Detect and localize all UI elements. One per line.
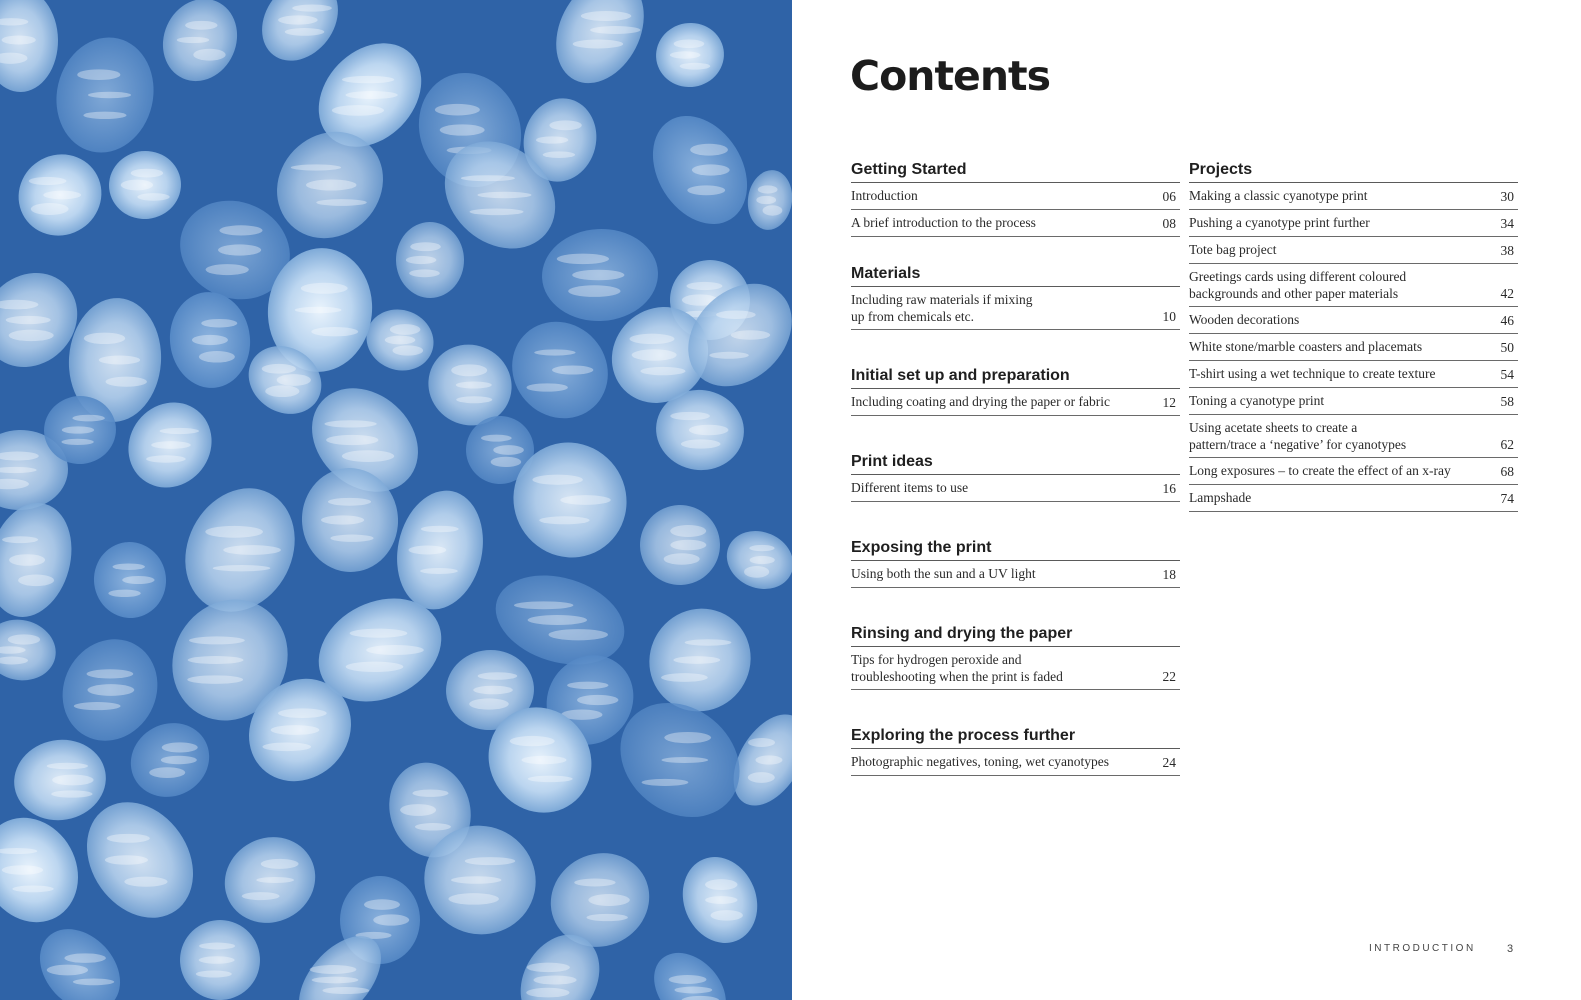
- pod-streak: [756, 196, 776, 204]
- pod-streak: [491, 457, 522, 467]
- pod-streak: [673, 656, 720, 664]
- pod-streak: [477, 192, 531, 199]
- pod-streak: [18, 575, 54, 587]
- pod-streak: [332, 105, 384, 116]
- pod-streak: [77, 69, 120, 80]
- toc-entry-title: Including coating and drying the paper or fabric: [851, 394, 1111, 409]
- pod-streak: [661, 757, 708, 763]
- toc-entry[interactable]: [851, 475, 1180, 502]
- pod-streak: [52, 775, 93, 786]
- pod-streak: [451, 364, 487, 376]
- pod-streak: [311, 327, 358, 336]
- pod-streak: [131, 169, 163, 178]
- pod-streak: [106, 377, 147, 387]
- pod-streak: [350, 629, 408, 638]
- pod-streak: [664, 553, 700, 564]
- toc-entry-page: 42: [1500, 286, 1514, 301]
- toc-entry-page: 68: [1500, 464, 1514, 479]
- toc-entry[interactable]: [851, 389, 1180, 416]
- toc-entry[interactable]: [1189, 415, 1518, 458]
- pod-streak: [664, 732, 711, 743]
- toc-entry-page: 62: [1500, 437, 1514, 452]
- pod-streak: [278, 15, 318, 24]
- pod-streak: [543, 151, 575, 158]
- section-heading: Projects: [1189, 158, 1518, 183]
- pod-streak: [705, 879, 737, 890]
- pod-streak: [196, 971, 232, 978]
- pod-streak: [465, 857, 515, 865]
- pod-streak: [528, 615, 587, 625]
- pod-streak: [29, 177, 67, 185]
- pod-streak: [8, 634, 40, 644]
- pod-streak: [122, 576, 154, 584]
- pod-streak: [661, 673, 708, 682]
- toc-entry-title: Photographic negatives, toning, wet cyanotypes: [851, 754, 1109, 769]
- pod-streak: [731, 330, 771, 339]
- pod-streak: [410, 242, 441, 251]
- pod-streak: [99, 356, 140, 365]
- pod-streak: [330, 535, 373, 542]
- pod-streak: [242, 892, 280, 900]
- toc-entry[interactable]: [1189, 210, 1518, 237]
- pod-streak: [581, 11, 631, 21]
- pod-streak: [105, 855, 148, 864]
- pod-streak: [291, 164, 341, 170]
- pod-streak: [88, 92, 131, 98]
- pod-streak: [461, 175, 515, 181]
- pod-streak: [539, 516, 589, 524]
- toc-entry-page: 06: [1162, 189, 1176, 204]
- pod-streak: [205, 526, 263, 538]
- toc-entry-title: Wooden decorations: [1189, 312, 1300, 327]
- pod-streak: [709, 352, 749, 359]
- toc-entry-page: 18: [1162, 567, 1176, 582]
- pod-streak: [469, 698, 509, 709]
- pod-streak: [326, 435, 378, 445]
- pod-streak: [124, 877, 167, 887]
- pod-streak: [400, 804, 436, 816]
- page-title: Contents: [850, 52, 1051, 100]
- pod-streak: [219, 225, 262, 235]
- pod-streak: [321, 515, 364, 524]
- pod-streak: [670, 540, 706, 551]
- pod-streak: [393, 345, 424, 355]
- pod-streak: [189, 636, 245, 644]
- pod-streak: [2, 865, 43, 874]
- pod-streak: [159, 428, 199, 434]
- pod-streak: [522, 756, 567, 764]
- toc-entry[interactable]: [1189, 388, 1518, 415]
- toc-entry[interactable]: [1189, 307, 1518, 334]
- pod-streak: [557, 254, 609, 265]
- pod-streak: [324, 420, 376, 427]
- pod-streak: [577, 695, 618, 705]
- pod-streak: [137, 193, 169, 201]
- pod-streak: [295, 307, 342, 313]
- toc-entry-title: Tips for hydrogen peroxide and troubleshooting when the print is faded: [851, 652, 1063, 684]
- pod-streak: [328, 498, 371, 506]
- pod-streak: [632, 349, 677, 360]
- pod-streak: [549, 629, 608, 640]
- pod-streak: [9, 330, 54, 341]
- pod-streak: [674, 39, 705, 48]
- pod-streak: [670, 51, 701, 58]
- toc-section: [851, 622, 1180, 690]
- pod-streak: [364, 899, 400, 910]
- pod-streak: [177, 37, 209, 43]
- pod-streak: [6, 316, 51, 324]
- pod-streak: [670, 525, 706, 537]
- pod-streak: [312, 977, 359, 984]
- pod-streak: [629, 334, 674, 344]
- pod-streak: [262, 364, 296, 374]
- pod-streak: [201, 319, 237, 327]
- pod-streak: [420, 568, 458, 574]
- pod-streak: [527, 963, 570, 973]
- pod-streak: [470, 208, 524, 215]
- pod-streak: [763, 205, 783, 215]
- pod-streak: [199, 943, 235, 950]
- pod-streak: [316, 199, 366, 206]
- pod-streak: [409, 269, 440, 277]
- pod-streak: [440, 124, 485, 135]
- pod-streak: [690, 144, 728, 156]
- section-heading: Exposing the print: [851, 536, 1180, 561]
- toc-section: [851, 536, 1180, 588]
- pod-streak: [277, 374, 311, 386]
- pod-streak: [301, 283, 348, 294]
- pod-streak: [435, 104, 480, 116]
- pod-streak: [451, 876, 501, 883]
- toc-entry[interactable]: [851, 287, 1180, 330]
- toc-entry-page: 58: [1500, 394, 1514, 409]
- pod-streak: [146, 455, 186, 462]
- toc-section: [851, 158, 1180, 237]
- contents-column-left: [851, 158, 1180, 776]
- pod-streak: [526, 988, 569, 998]
- pod-streak: [533, 975, 576, 984]
- toc-section: [851, 724, 1180, 776]
- toc-entry-title: Greetings cards using different coloured backgrounds and other paper materials: [1189, 269, 1407, 301]
- pod-streak: [47, 763, 88, 770]
- pod-streak: [685, 639, 732, 645]
- running-footer-label: INTRODUCTION: [1369, 943, 1476, 954]
- pod-streak: [481, 435, 512, 442]
- pod-streak: [716, 310, 756, 319]
- pod-streak: [322, 987, 369, 994]
- pod-streak: [552, 365, 593, 374]
- toc-entry[interactable]: [851, 561, 1180, 588]
- pod-streak: [310, 965, 357, 974]
- section-heading: Getting Started: [851, 158, 1180, 183]
- toc-entry-page: 22: [1162, 669, 1176, 684]
- pod-streak: [473, 686, 513, 695]
- pod-streak: [478, 672, 518, 680]
- toc-entry-title: Pushing a cyanotype print further: [1189, 215, 1370, 230]
- pod-streak: [748, 738, 775, 747]
- pod-streak: [549, 120, 581, 130]
- pod-streak: [213, 565, 271, 571]
- pod-streak: [74, 702, 121, 710]
- pod-streak: [278, 708, 327, 718]
- toc-section: [1189, 158, 1518, 512]
- pod-streak: [262, 742, 311, 751]
- toc-entry-page: 54: [1500, 367, 1514, 382]
- pod-streak: [406, 256, 437, 264]
- pod-streak: [9, 554, 45, 566]
- toc-entry-title: Long exposures – to create the effect of an x-ray: [1189, 463, 1451, 478]
- pod-streak: [572, 270, 624, 280]
- pod-streak: [199, 956, 235, 964]
- toc-section: [851, 364, 1180, 416]
- toc-entry-page: 10: [1162, 309, 1176, 324]
- section-heading: Exploring the process further: [851, 724, 1180, 749]
- pod-streak: [568, 285, 620, 297]
- pod-streak: [674, 987, 712, 994]
- pod-streak: [748, 772, 775, 783]
- pod-streak: [686, 282, 722, 290]
- toc-entry-title: Toning a cyanotype print: [1189, 393, 1325, 408]
- pod-streak: [342, 76, 394, 83]
- pod-streak: [640, 367, 685, 375]
- toc-entry-page: 30: [1500, 189, 1514, 204]
- pod-streak: [567, 682, 608, 689]
- section-heading: Print ideas: [851, 450, 1180, 475]
- pod-streak: [514, 601, 573, 609]
- pod-streak: [669, 975, 707, 984]
- pod-streak: [412, 789, 448, 796]
- pod-streak: [73, 979, 114, 986]
- page-number: 3: [1507, 943, 1514, 955]
- pod-streak: [83, 112, 126, 119]
- toc-entry-title: Lampshade: [1189, 490, 1252, 505]
- toc-entry-title: Introduction: [851, 188, 918, 203]
- pod-streak: [642, 779, 689, 786]
- toc-entry-title: Different items to use: [851, 480, 969, 495]
- pod-streak: [285, 28, 325, 36]
- toc-entry-title: Making a classic cyanotype print: [1189, 188, 1368, 203]
- pod-streak: [749, 545, 774, 551]
- pod-streak: [218, 244, 261, 255]
- pod-streak: [385, 336, 416, 345]
- pod-streak: [536, 136, 568, 143]
- pod-streak: [64, 953, 105, 963]
- toc-entry-page: 74: [1500, 491, 1514, 506]
- pod-streak: [692, 164, 730, 175]
- pod-streak: [456, 396, 492, 403]
- pod-streak: [750, 556, 775, 564]
- pod-streak: [590, 26, 640, 34]
- toc-entry[interactable]: [1189, 361, 1518, 388]
- pod-streak: [86, 669, 133, 678]
- pod-streak: [493, 445, 524, 455]
- pod-streak: [687, 185, 725, 195]
- pod-streak: [161, 756, 197, 764]
- pod-streak: [681, 439, 721, 448]
- pod-streak: [342, 450, 394, 462]
- pod-streak: [121, 180, 153, 191]
- pod-streak: [43, 191, 81, 200]
- pod-streak: [87, 684, 134, 696]
- pod-streak: [705, 896, 737, 904]
- toc-entry-page: 16: [1162, 481, 1176, 496]
- pod-streak: [573, 40, 623, 49]
- contents-column-right: [1189, 158, 1518, 512]
- pod-streak: [346, 662, 404, 672]
- pod-streak: [588, 894, 629, 906]
- toc-entry[interactable]: [1189, 183, 1518, 210]
- pod-streak: [151, 441, 191, 449]
- pod-streak: [149, 767, 185, 778]
- toc-entry-title: Using acetate sheets to create a pattern/trace a ‘negative’ for cyanotypes: [1189, 420, 1407, 452]
- pod-streak: [366, 645, 424, 655]
- toc-entry[interactable]: [851, 647, 1180, 690]
- pod-streak: [689, 425, 729, 435]
- pod-streak: [193, 49, 225, 61]
- pod-streak: [528, 776, 573, 783]
- pod-streak: [223, 545, 281, 555]
- toc-entry[interactable]: [1189, 264, 1518, 307]
- pod-streak: [2, 536, 38, 543]
- toc-section: [851, 450, 1180, 502]
- pod-streak: [162, 742, 198, 752]
- pod-streak: [409, 546, 447, 555]
- pod-streak: [31, 203, 69, 215]
- pod-streak: [456, 382, 492, 389]
- toc-section: [851, 262, 1180, 330]
- toc-entry-title: Using both the sun and a UV light: [851, 566, 1036, 581]
- pod-streak: [758, 185, 778, 193]
- toc-entry-title: White stone/marble coasters and placemats: [1189, 339, 1423, 354]
- toc-entry-page: 38: [1500, 243, 1514, 258]
- section-heading: Materials: [851, 262, 1180, 287]
- toc-entry-title: A brief introduction to the process: [851, 215, 1036, 230]
- pod-streak: [256, 877, 294, 883]
- pod-streak: [2, 35, 36, 44]
- section-heading: Initial set up and preparation: [851, 364, 1180, 389]
- pod-streak: [526, 383, 567, 391]
- pod-streak: [47, 965, 88, 976]
- toc-entry[interactable]: [851, 210, 1180, 237]
- pod-streak: [107, 834, 150, 843]
- pod-streak: [415, 823, 451, 830]
- pod-streak: [560, 495, 610, 505]
- pod-streak: [292, 5, 332, 12]
- section-heading: Rinsing and drying the paper: [851, 622, 1180, 647]
- toc-entry-title: Tote bag project: [1189, 242, 1277, 257]
- toc-entry-page: 12: [1162, 395, 1176, 410]
- pod-streak: [448, 893, 498, 905]
- pod-streak: [710, 910, 742, 921]
- toc-entry-page: 24: [1162, 755, 1176, 770]
- pod-streak: [574, 879, 615, 887]
- contents-page: [792, 0, 1581, 1000]
- toc-entry-title: Including raw materials if mixing up from chemicals etc.: [851, 292, 1033, 324]
- toc-entry-page: 50: [1500, 340, 1514, 355]
- pod-streak: [534, 349, 575, 355]
- toc-entry-page: 34: [1500, 216, 1514, 231]
- pod-streak: [61, 439, 93, 445]
- toc-entry[interactable]: [1189, 485, 1518, 512]
- toc-entry[interactable]: [851, 749, 1180, 776]
- pod-streak: [72, 415, 104, 422]
- toc-entry[interactable]: [1189, 458, 1518, 485]
- pod-streak: [199, 351, 235, 362]
- pod-streak: [680, 63, 711, 70]
- pod-streak: [532, 475, 582, 485]
- toc-entry[interactable]: [1189, 237, 1518, 264]
- pod-streak: [192, 335, 228, 345]
- pod-streak: [744, 566, 769, 578]
- pod-streak: [185, 21, 217, 30]
- pod-streak: [84, 333, 125, 344]
- pod-streak: [346, 91, 398, 99]
- pod-streak: [187, 675, 243, 683]
- pod-streak: [51, 790, 92, 797]
- pod-streak: [390, 324, 421, 335]
- pod-streak: [421, 526, 459, 533]
- pod-streak: [510, 736, 555, 746]
- pod-streak: [271, 725, 320, 735]
- pod-streak: [306, 180, 356, 191]
- pod-streak: [265, 385, 299, 397]
- pod-streak: [62, 426, 94, 433]
- pod-streak: [261, 859, 299, 869]
- pod-streak: [373, 914, 409, 925]
- pod-streak: [188, 656, 244, 664]
- pod-streak: [755, 755, 782, 764]
- pod-streak: [586, 914, 627, 921]
- toc-entry[interactable]: [851, 183, 1180, 210]
- pod-streak: [670, 412, 710, 420]
- pod-streak: [206, 264, 249, 275]
- pod-streak: [108, 590, 140, 597]
- toc-entry-title: T-shirt using a wet technique to create texture: [1189, 366, 1436, 381]
- pod-streak: [12, 886, 53, 893]
- toc-entry-page: 08: [1162, 216, 1176, 231]
- toc-entry-page: 46: [1500, 313, 1514, 328]
- toc-entry[interactable]: [1189, 334, 1518, 361]
- pod-streak: [113, 563, 145, 570]
